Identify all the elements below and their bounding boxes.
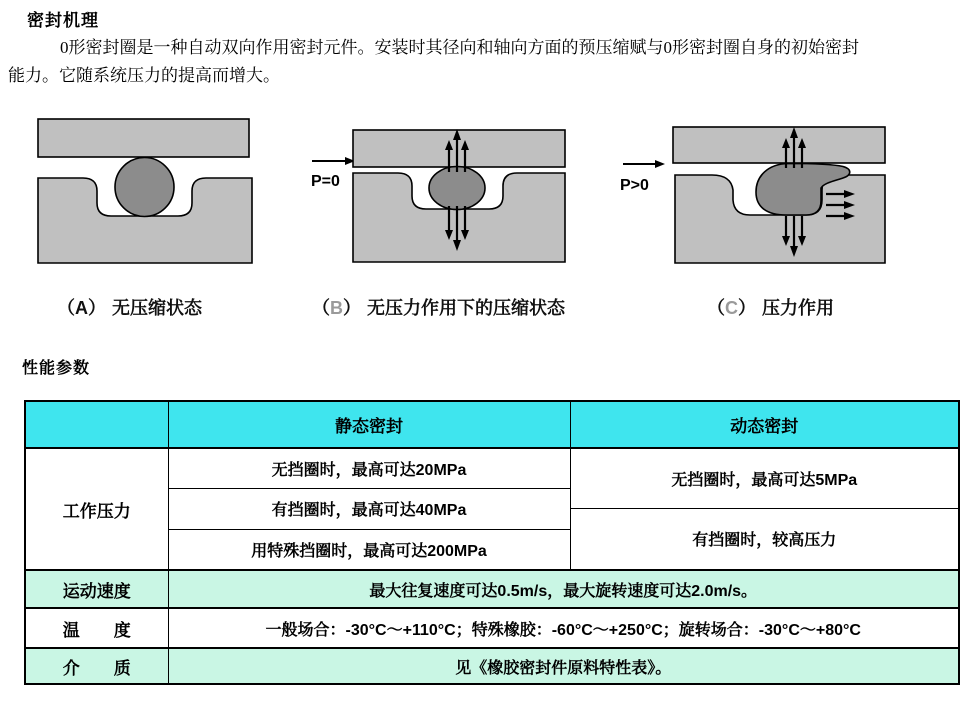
temperature-value: 一般场合：-30°C～+110°C；特殊橡胶：-60°C～+250°C；旋转场合：-30°C～+80°C — [168, 608, 959, 648]
table-header-row — [25, 401, 959, 448]
caption-paren: ） — [343, 298, 361, 318]
figure-c-pressure-diagram — [610, 112, 900, 272]
upper-plate — [673, 127, 885, 163]
mechanism-paragraph — [8, 34, 966, 90]
table-row — [25, 448, 959, 468]
speed-value: 最大往复速度可达0.5m/s，最大旋转速度可达2.0m/s。 — [168, 570, 959, 608]
caption-paren: （ — [312, 298, 330, 318]
dynamic-pressure-cell-2: 有挡圈时，较高压力 — [570, 508, 959, 570]
o-ring — [115, 158, 174, 217]
performance-table — [24, 400, 960, 685]
page-title: 密封机理 — [27, 11, 99, 30]
header-dynamic-seal: 动态密封 — [570, 401, 959, 448]
medium-value: 见《橡胶密封件原料特性表》。 — [168, 648, 959, 684]
caption-paren: ） — [738, 298, 756, 318]
pressure-label: P>0 — [620, 177, 649, 194]
caption-letter: A — [75, 298, 88, 318]
caption-letter: C — [725, 298, 738, 318]
pressure-flow-arrowhead — [655, 160, 665, 168]
caption-paren: （ — [57, 298, 75, 318]
caption-text: 压力作用 — [762, 298, 834, 318]
header-empty-cell — [25, 401, 168, 448]
figure-a-uncompressed-diagram — [25, 112, 265, 272]
static-pressure-cell-3: 用特殊挡圈时，最高可达200MPa — [168, 529, 570, 570]
caption-letter: B — [330, 298, 343, 318]
temperature-label: 温 度 — [25, 608, 168, 648]
dynamic-pressure-cell-1: 无挡圈时，最高可达5MPa — [570, 448, 959, 508]
figure-caption-b — [312, 294, 565, 320]
performance-section-title: 性能参数 — [22, 360, 91, 377]
paragraph-line: 能力。它随系统压力的提高而增大。 — [8, 66, 280, 85]
static-pressure-cell-1: 无挡圈时，最高可达20MPa — [168, 448, 570, 488]
pressure-label: P=0 — [311, 173, 340, 190]
working-pressure-label: 工作压力 — [25, 448, 168, 570]
table-row-speed — [25, 570, 959, 608]
performance-table-container — [24, 400, 960, 685]
right-force-arrowheads — [844, 190, 855, 220]
caption-paren: ） — [88, 298, 106, 318]
speed-label: 运动速度 — [25, 570, 168, 608]
figure-b-compressed-diagram — [300, 112, 580, 272]
paragraph-line: 0形密封圈是一种自动双向作用密封元件。安装时其径向和轴向方面的预压缩赋与0形密封圈自身的初始密封 — [60, 38, 859, 57]
static-pressure-cell-2: 有挡圈时，最高可达40MPa — [168, 488, 570, 529]
caption-paren: （ — [707, 298, 725, 318]
figure-caption-a — [57, 294, 202, 320]
o-ring-compressed — [429, 167, 485, 210]
table-row-temperature — [25, 608, 959, 648]
table-row-medium — [25, 648, 959, 684]
figure-caption-c — [707, 294, 834, 320]
caption-text: 无压缩状态 — [112, 298, 202, 318]
upper-plate — [38, 119, 249, 157]
medium-label: 介 质 — [25, 648, 168, 684]
header-static-seal: 静态密封 — [168, 401, 570, 448]
caption-text: 无压力作用下的压缩状态 — [367, 298, 565, 318]
